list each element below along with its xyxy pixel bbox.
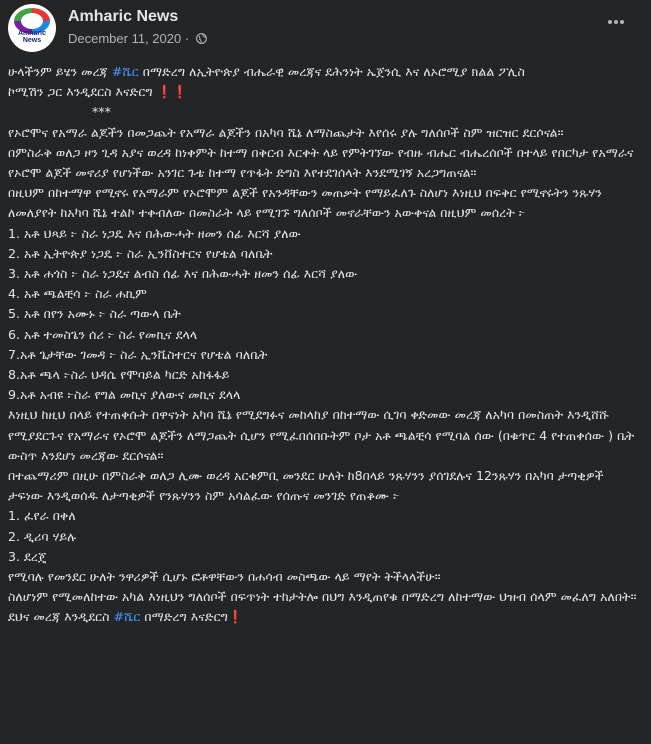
post-line-2: ኮሚሽን ጋር እንዲደርስ እናድርግ ❗❗	[8, 84, 188, 100]
list-item: 2. ዲሪባ ሃይሉ	[8, 528, 77, 544]
paragraph-7: ስለሆነም የሚመለከተው አካል እነዚህን ግለሰቦች በፍጥነት ተከታትሎ በህግ እንዲጠየቁ በማድረግ ለከተማው ህዝብ ሰላም መፈለግ አለበት።	[8, 589, 637, 605]
paragraph-6: የሚባሉ የመንደር ሁለት ንዋሪዎች ሲሆኑ ፎቶዋቸውን በሐሳብ መስጫው ላይ ማየት ትችላላችሁ።	[8, 569, 441, 585]
post-meta: December 11, 2020 ·	[68, 31, 207, 46]
globe-icon	[196, 33, 207, 44]
paragraph-4: እነዚህ ከዚህ በላይ የተጠቀሱት በዋናነት አካባ ሼኔ የሚደግፉና መከላከያ በከተማው ሲገባ ቀድመው መረጃ ለአካባ በመስጠት እንዲሸሹ የሚያደርጉና የአማራና የኦሮሞ ልጆችን ለማጋጨት ሲሆን የሚፈበሰበቡትም ቦታ አቶ ጫልቺሳ የሚባል ሰው (በቁጥር 4 የተጠቀሰው ) ቤት ውስጥ እንደሆነ መረጃው ደርሶናል።	[8, 407, 639, 463]
exclamation-icon: ❗❗	[156, 84, 188, 100]
separator-stars: ***	[92, 104, 111, 120]
page-name-link[interactable]: Amharic News	[68, 8, 179, 25]
more-options-button[interactable]	[607, 12, 635, 32]
post-last-line: ደህና መረጃ እንዲደርስ #ሼር በማድረግ እናድርግ❗	[8, 609, 244, 625]
list-item: 1. አቶ ህጻይ ፦ ስራ ነጋዴ እና በሕውሓት ዘመን ሰፊ እርሻ ያለው	[8, 225, 301, 241]
list-item: 1. ፈየራ በቀለ	[8, 508, 76, 524]
post-header	[8, 4, 643, 52]
paragraph-3: በዚህም በከተማዋ የሚኖሩ የአማራም የኦሮሞም ልጆች የአንዳቸውን መጠቃት የማይፈለጉ ስለሆነ እነዚህ በፍቅር የሚኖሩትን ንጹሃን ለመለያየት ከአካባ ሼኔ ተልኮ ተቀብለው በመስራት ላይ የሚገኙ ግለሰቦች መኖራቸውን አውቀናል በዚህም መሰረት ፦	[8, 185, 606, 221]
paragraph-5: በተጨማሪም በዚሁ በምስራቅ ወለጋ ሊሙ ወረዳ አርቁምቢ መንደር ሁለት ከ8በላይ ንጹሃንን ያሰገደሉና 12ንጹሃን በአካባ ታጣቂዎች ታፍነው እንዲወሰዱ ለታጣቂዎች የንጹሃንን ስም አሳልፈው የሰጡና መንገድ የጠቆሙ ፦	[8, 468, 608, 504]
list-item: 6. አቶ ተመስጌን ሰሪ ፦ ስራ የመኪና ደላላ	[8, 326, 198, 342]
paragraph-1: የኦሮሞና የአማራ ልጆችን በመጋጨት የአማራ ልጆችን በአካባ ሼኔ ለማስጨታት እየሰሩ ያሉ ግለሰቦች ስም ዝርዝር ደርሶናል።	[8, 124, 564, 140]
more-dots-icon	[608, 20, 612, 24]
page-avatar[interactable]	[8, 4, 56, 52]
paragraph-2: በምስራቅ ወለጋ ዞን ጊዳ አያና ወረዳ ከነቀምት ከተማ በቅርብ እርቀት ላይ የምትገኘው የብዙ ብሔር ብሔረሰቦች በተላይ የበርካታ የአማራና የኦሮሞ ልጆች መኖሪያ የሆነችው አንገር ጉቴ ከተማ የጥፋት ድግስ እየተደገሰላት እንደሚገኝ አረጋግጠናል።	[8, 144, 638, 181]
list-item: 5. አቶ በየን አሙኑ ፦ ስራ ጣውላ ቤት	[8, 306, 181, 322]
post-body	[8, 62, 641, 628]
post-date-link[interactable]: December 11, 2020	[68, 31, 182, 46]
list-item: 9.አቶ አብዩ ፦ስራ የግል መኪና ያለውና መኪና ደላላ	[8, 387, 241, 403]
list-item: 4. አቶ ጫልቺሳ ፦ ስራ ሐኪም	[8, 286, 147, 302]
post-line-1: ሁላችንም ይሄን መረጃ #ሼር በማድረግ ለኢትዮጵያ ብሔራዊ መረጃና ደሕንነት ኤጀንሲ እና ለኦሮሚያ ክልል ፖሊስ	[8, 64, 525, 79]
list-item: 3. ደረጄ	[8, 548, 47, 564]
list-item: 3. አቶ ሐጎስ ፦ ስራ ነጋዴና ልብስ ሰፊ እና በሕውሓት ዘመን ሰፊ እርሻ ያለው	[8, 266, 358, 282]
avatar-logo-text: Amharic News	[17, 30, 46, 44]
list-item: 8.አቶ ጫላ ፦ስራ ህዳሴ የሞባይል ካርድ አከፋፋይ	[8, 367, 230, 383]
hashtag-link[interactable]: #ሼር	[113, 609, 141, 625]
hashtag-link[interactable]: #ሼር	[111, 64, 139, 79]
exclamation-icon: ❗	[227, 609, 244, 625]
list-item: 7.አቶ ጌታቸው ገመዳ ፦ ስራ ኢንቬስተርና የሆቴል ባለቤት	[8, 346, 268, 362]
list-item: 2. አቶ ኢትዮጵያ ነጋዴ ፦ ስራ ኢንቨስተርና የሆቴል ባለቤት	[8, 245, 273, 261]
